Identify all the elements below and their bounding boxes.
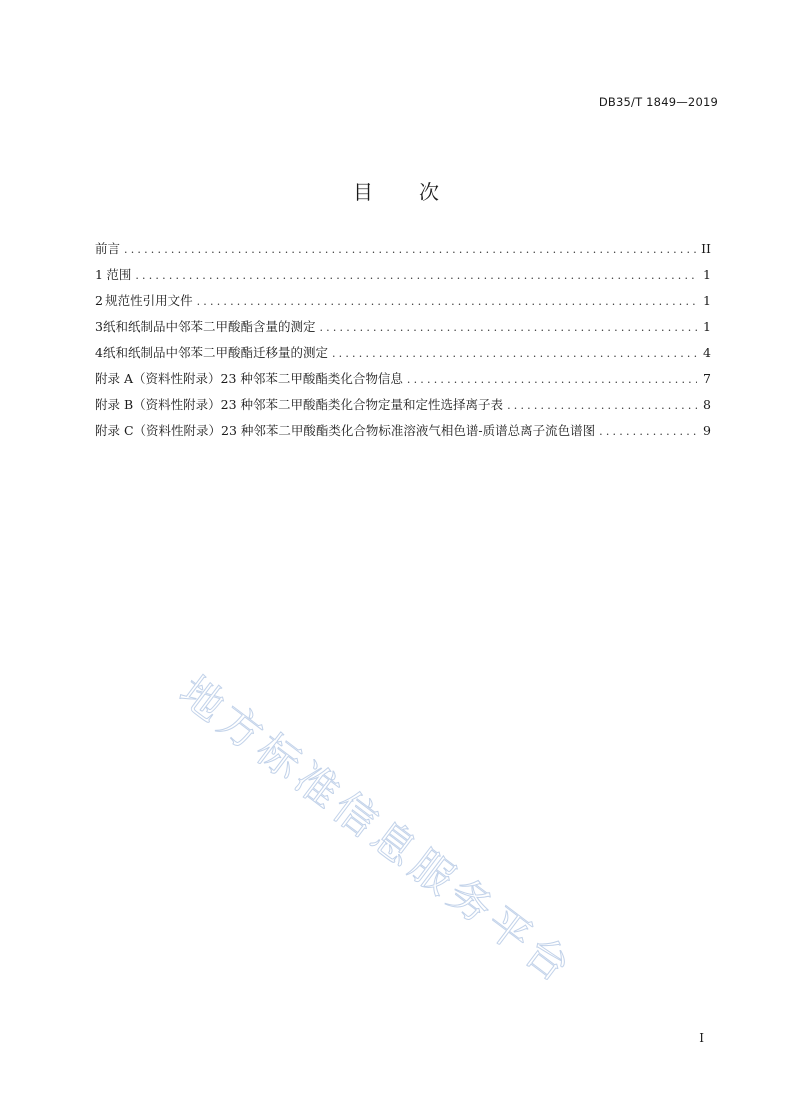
toc-entry-annex-a[interactable] (95, 366, 711, 392)
toc-entry-number: 2 (95, 293, 103, 308)
toc-title-part1: 目 (353, 180, 373, 204)
toc-entry-3[interactable] (95, 314, 711, 340)
toc-leader-dots (319, 315, 697, 341)
toc-entry-4[interactable] (95, 340, 711, 366)
toc-entry-page: 1 (703, 293, 711, 308)
toc-leader-dots (599, 419, 699, 445)
toc-entry-annex-c[interactable] (95, 418, 711, 444)
toc-entry-annex-b[interactable] (95, 392, 711, 418)
toc-entry-number: 4 (95, 345, 103, 360)
toc-annex-tag: 附录 C（资料性附录） (95, 423, 222, 438)
watermark: 地方标准信息服务平台 (170, 666, 584, 995)
toc-entry-page: II (701, 241, 711, 256)
toc-entry-label: 规范性引用文件 (105, 293, 193, 308)
toc-entry-page: 9 (703, 423, 711, 438)
toc-leader-dots (135, 263, 697, 289)
toc-annex-tag: 附录 B（资料性附录） (95, 397, 221, 412)
toc-leader-dots (332, 341, 697, 367)
toc-leader-dots (197, 289, 697, 315)
toc-entry-foreword[interactable] (95, 236, 711, 262)
toc-entry-label: 前言 (95, 241, 121, 256)
toc-entry-label: 23 种邻苯二甲酸酯类化合物信息 (220, 371, 403, 386)
toc-entry-2[interactable] (95, 288, 711, 314)
toc-leader-dots (507, 393, 697, 419)
toc-entry-page: 7 (703, 371, 711, 386)
toc-entry-label: 范围 (106, 267, 132, 282)
toc-entry-label: 23 种邻苯二甲酸酯类化合物定量和定性选择离子表 (220, 397, 504, 412)
toc-leader-dots (407, 367, 697, 393)
doc-code: DB35/T 1849—2019 (598, 95, 718, 109)
toc-entry-page: 4 (703, 345, 711, 360)
toc-entry-number: 1 (95, 267, 103, 282)
toc-entry-page: 8 (703, 397, 711, 412)
toc-entry-label: 纸和纸制品中邻苯二甲酸酯迁移量的测定 (102, 345, 328, 360)
toc-entry-1[interactable] (95, 262, 711, 288)
toc-leader-dots (124, 237, 697, 263)
toc-title (0, 176, 792, 205)
toc-annex-tag: 附录 A（资料性附录） (95, 371, 221, 386)
toc-entry-page: 1 (703, 267, 711, 282)
toc-title-part2: 次 (419, 180, 439, 204)
toc-entry-label: 纸和纸制品中邻苯二甲酸酯含量的测定 (102, 319, 316, 334)
toc-entry-number: 3 (95, 319, 103, 334)
toc-list (95, 236, 711, 444)
toc-entry-page: 1 (703, 319, 711, 334)
page-number: I (699, 1031, 704, 1045)
toc-entry-label: 23 种邻苯二甲酸酯类化合物标准溶液气相色谱-质谱总离子流色谱图 (221, 423, 596, 438)
